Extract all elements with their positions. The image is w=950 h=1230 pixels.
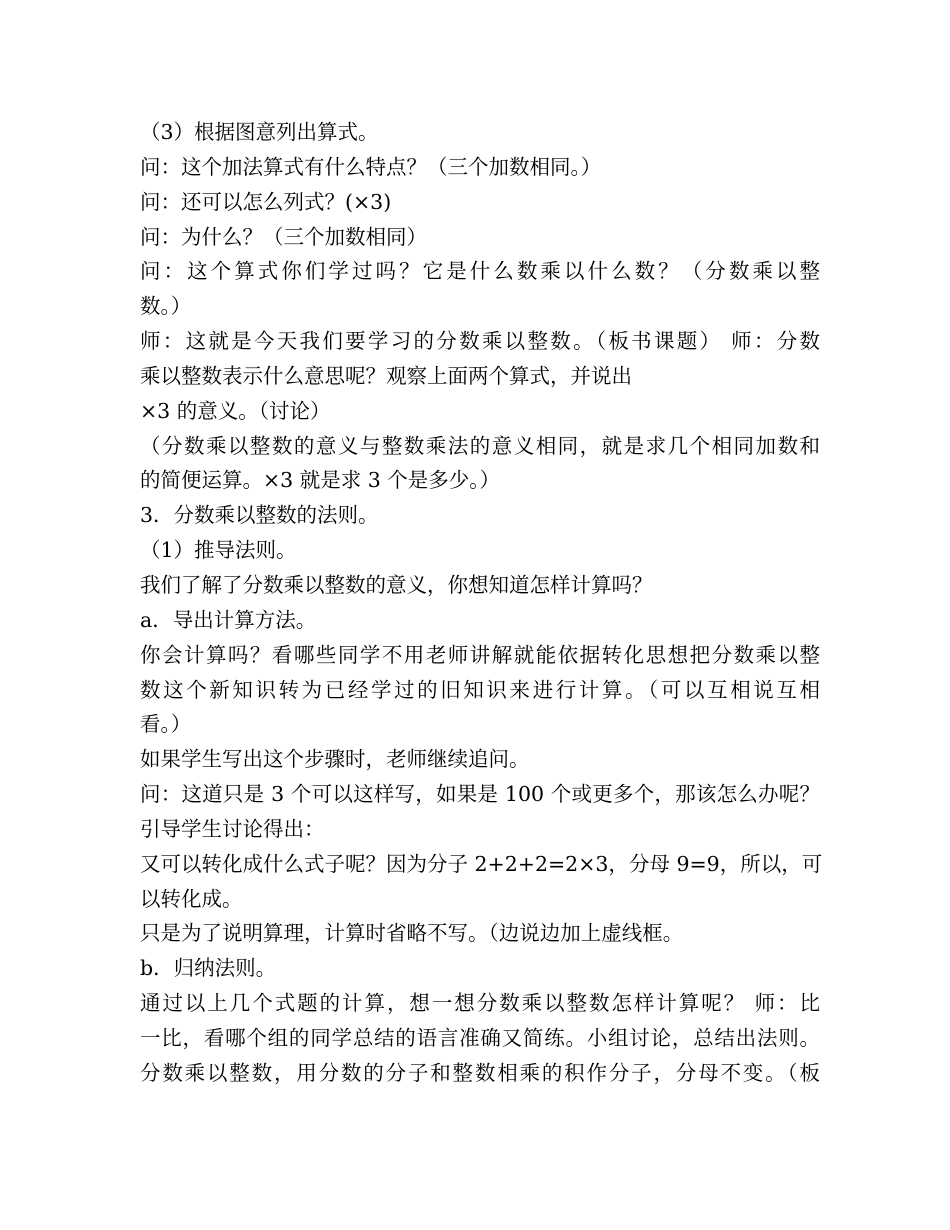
- text-line: a．导出计算方法。: [140, 607, 317, 632]
- text-line: 问：还可以怎么列式？(×3): [140, 189, 392, 214]
- text-line: 数这个新知识转为已经学过的旧知识来进行计算。（可以互相说互相: [140, 677, 820, 702]
- text-line: 如果学生写出这个步骤时，老师继续追问。: [140, 747, 530, 772]
- text-line: 引导学生讨论得出：: [140, 816, 325, 841]
- text-line: 问：这个算式你们学过吗？它是什么数乘以什么数？（分数乘以整: [140, 259, 820, 284]
- text-line: b．归纳法则。: [140, 956, 277, 981]
- text-line: 的简便运算。×3 就是求 3 个是多少。）: [140, 468, 501, 493]
- text-line: （分数乘以整数的意义与整数乘法的意义相同，就是求几个相同加数和: [140, 433, 820, 458]
- document-page: [140, 115, 823, 1091]
- text-line: 3．分数乘以整数的法则。: [140, 503, 379, 528]
- text-line: 数。）: [140, 294, 192, 319]
- text-line: 分数乘以整数，用分数的分子和整数相乘的积作分子，分母不变。（板: [140, 1060, 820, 1085]
- text-line: 乘以整数表示什么意思呢？观察上面两个算式，并说出: [140, 363, 632, 388]
- text-line: 一比，看哪个组的同学总结的语言准确又简练。小组讨论，总结出法则。: [140, 1025, 820, 1050]
- text-line: 只是为了说明算理，计算时省略不写。（边说边加上虚线框。: [140, 921, 684, 946]
- text-line: 问：这道只是 3 个可以这样写，如果是 100 个或更多个，那该怎么办呢？: [140, 782, 820, 807]
- text-line: 我们了解了分数乘以整数的意义，你想知道怎样计算吗？: [140, 572, 653, 597]
- text-line: 看。）: [140, 712, 192, 737]
- text-line: 问：为什么？（三个加数相同）: [140, 224, 427, 249]
- text-line: 你会计算吗？看哪些同学不用老师讲解就能依据转化思想把分数乘以整: [140, 642, 820, 667]
- text-line: 以转化成。: [140, 886, 243, 911]
- text-line: （1）推导法则。: [140, 538, 297, 563]
- text-line: 师：这就是今天我们要学习的分数乘以整数。（板书课题） 师：分数: [140, 329, 820, 354]
- text-line: 问：这个加法算式有什么特点？（三个加数相同。）: [140, 154, 602, 179]
- text-line: 通过以上几个式题的计算，想一想分数乘以整数怎样计算呢？ 师：比: [140, 991, 820, 1016]
- text-line: 又可以转化成什么式子呢？因为分子 2+2+2=2×3，分母 9=9，所以，可: [140, 851, 823, 876]
- text-line: ×3 的意义。（讨论）: [140, 398, 331, 423]
- text-line: （3）根据图意列出算式。: [140, 120, 379, 144]
